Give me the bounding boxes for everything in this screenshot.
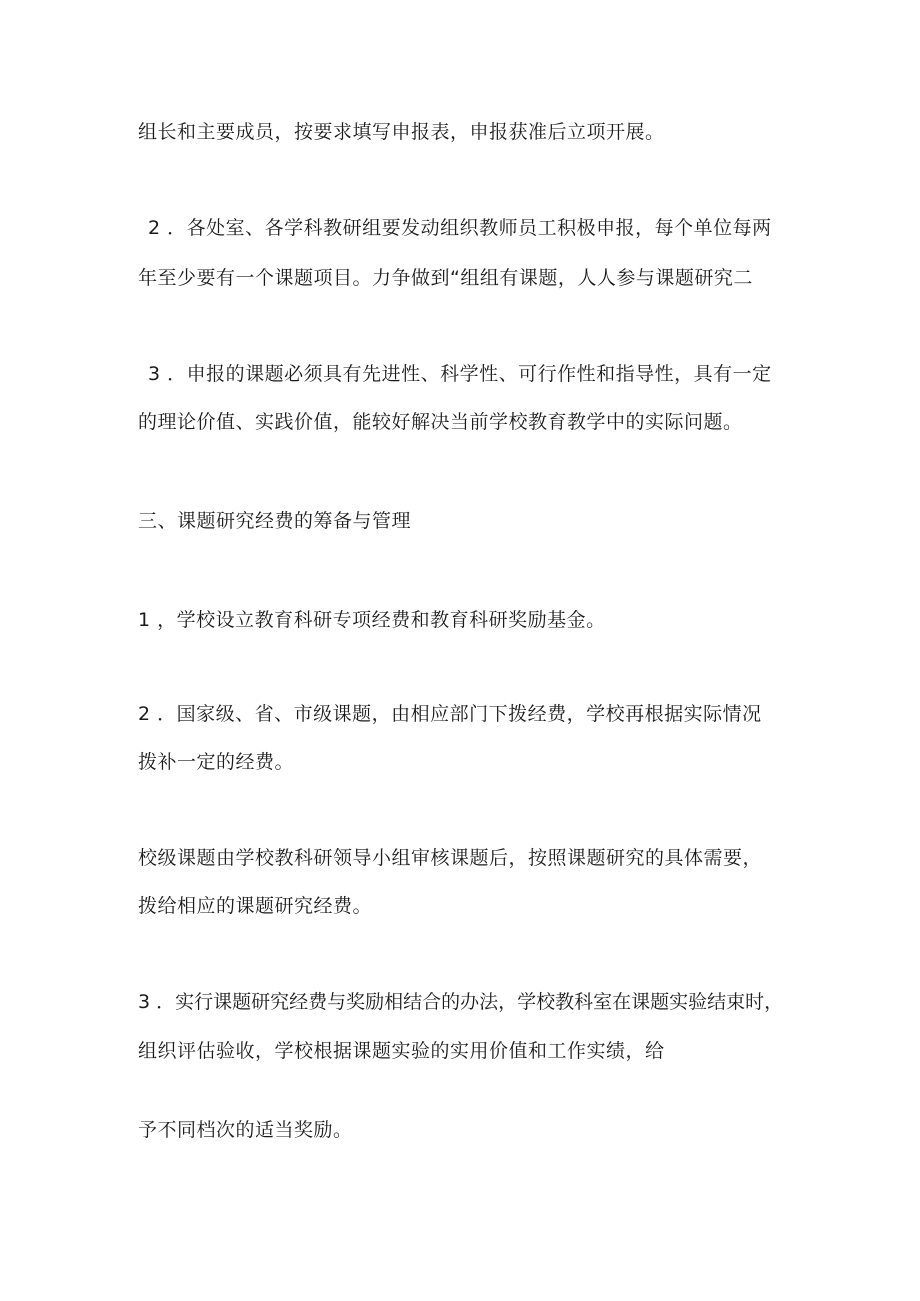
text-line-item-2-end: 年至少要有一个课题项目。力争做到“组组有课题，人人参与课题研究二: [138, 267, 753, 289]
text-line-funding-item-1: 1 ，学校设立教育科研专项经费和教育科研奖励基金。: [138, 609, 606, 631]
text-line-funding-item-2-end: 拨补一定的经费。: [138, 751, 295, 773]
text-line-member-application: 组长和主要成员，按要求填写申报表，申报获准后立项开展。: [138, 121, 665, 143]
text-line-funding-item-2-start: 2 ．国家级、省、市级课题，由相应部门下拨经费，学校再根据实际情况: [138, 703, 762, 725]
text-line-funding-item-3-middle: 组织评估验收，学校根据课题实验的实用价值和工作实绩，给: [138, 1040, 665, 1062]
text-line-item-2-start: 2 ．各处室、各学科教研组要发动组织教师员工积极申报，每个单位每两: [148, 217, 772, 239]
text-line-funding-item-3-start: 3 ．实行课题研究经费与奖励相结合的办法，学校教科室在课题实验结束时，: [138, 991, 784, 1013]
text-line-item-3-start: 3 ．申报的课题必须具有先进性、科学性、可行作性和指导性，具有一定: [148, 363, 772, 385]
text-line-item-3-end: 的理论价值、实践价值，能较好解决当前学校教育教学中的实际问题。: [138, 411, 743, 433]
text-line-school-level-start: 校级课题由学校教科研领导小组审核课题后，按照课题研究的具体需要，: [138, 847, 763, 869]
text-line-funding-item-3-end: 予不同档次的适当奖励。: [138, 1119, 353, 1141]
text-line-school-level-end: 拨给相应的课题研究经费。: [138, 895, 373, 917]
section-heading-funding: 三、课题研究经费的筹备与管理: [138, 510, 412, 532]
